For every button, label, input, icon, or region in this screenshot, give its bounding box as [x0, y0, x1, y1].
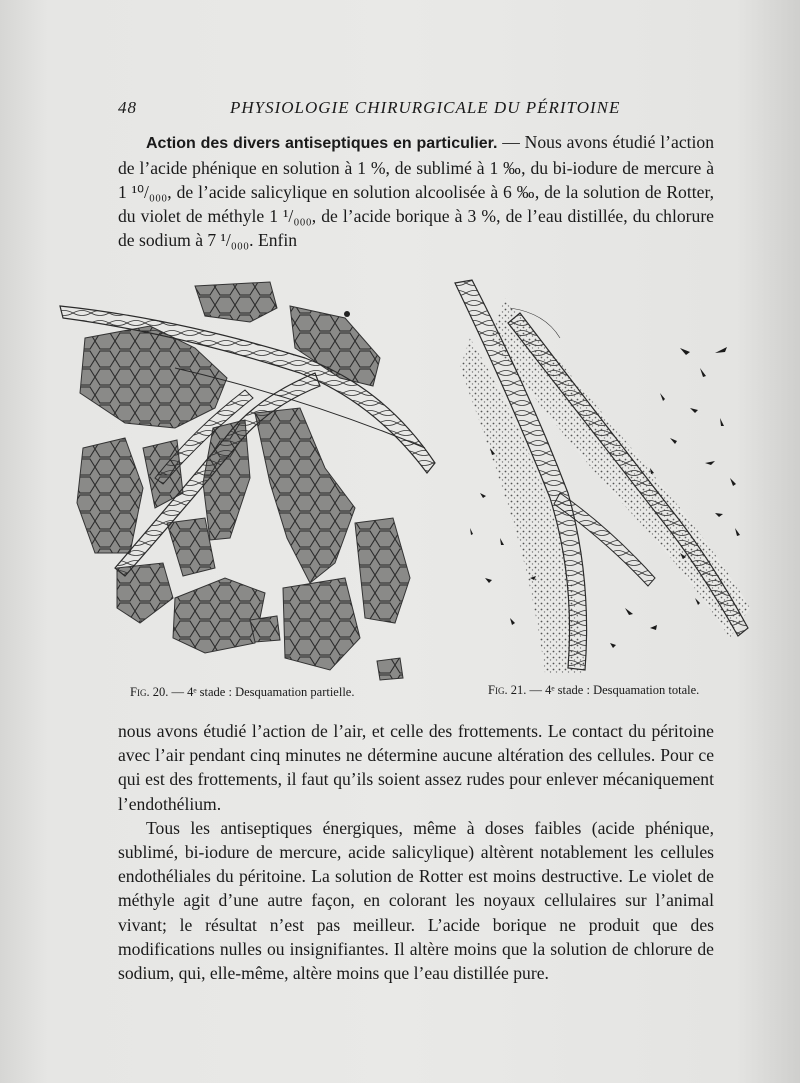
- paragraph-2: Tous les antiseptiques énergiques, même à doses faibles (acide phénique, sublimé, bi-iodure de mercure, acide salicylique) altèrent notablement les cellules endothéliales du péritoine. La solution de Rotter est moins destructive. Le violet de méthyle agit d’une autre façon, en colorant les noyaux cellulaires sur l’animal vivant; le résultat n’est pas meilleur. L’acide borique ne produit que des modifications nulles ou insignifiantes. Il altère moins que la solution de chlorure de sodium, qui, elle-même, altère moins que l’eau distillée pure.: [118, 817, 714, 984]
- section-body-bottom: [118, 719, 714, 985]
- figure-21-caption: [488, 683, 699, 698]
- running-title: PHYSIOLOGIE CHIRURGICALE DU PÉRITOINE: [230, 98, 621, 117]
- figure-20-caption-text: — 4ᵉ stade : Desquamation partielle.: [168, 685, 355, 699]
- section-body-top: [118, 130, 714, 252]
- engraving-total-desquamation-icon: [450, 278, 755, 678]
- paragraph-1: [118, 130, 714, 252]
- figure-21-caption-text: — 4ᵉ stade : Desquamation totale.: [526, 683, 700, 697]
- figure-21-label: Fig. 21.: [488, 683, 527, 697]
- figure-20: [55, 278, 440, 688]
- page-number: 48: [118, 98, 137, 117]
- paragraph-1-continuation: nous avons étudié l’action de l’air, et celle des frottements. Le contact du péritoine avec l’air pendant cinq minutes ne détermine aucune altération des cellules. Pour ce qui est des frottements, il faut qu’ils soient assez rudes pour enlever mécaniquement l’endothélium.: [118, 721, 714, 814]
- page-header: [118, 98, 718, 122]
- figure-21: [450, 278, 755, 678]
- paragraph-1-text: — Nous avons étudié l’action de l’acide phénique en solution à 1 %, de sublimé à 1 ‰, du bi-iodure de mercure à 1 ¹⁰/₀₀₀, de l’acide salicylique en solution alcoolisée à 6 ‰, de la solution de Rotter, du violet de méthyle 1 ¹/₀₀₀, de l’acide borique à 3 %, de l’eau distillée, du chlorure de sodium à 7 ¹/₀₀₀. Enfin: [118, 132, 714, 250]
- engraving-partial-desquamation-icon: [55, 278, 440, 688]
- section-title: Action des divers antiseptiques en particulier.: [146, 135, 498, 152]
- figure-20-label: Fig. 20.: [130, 685, 169, 699]
- figure-20-caption: [130, 685, 354, 700]
